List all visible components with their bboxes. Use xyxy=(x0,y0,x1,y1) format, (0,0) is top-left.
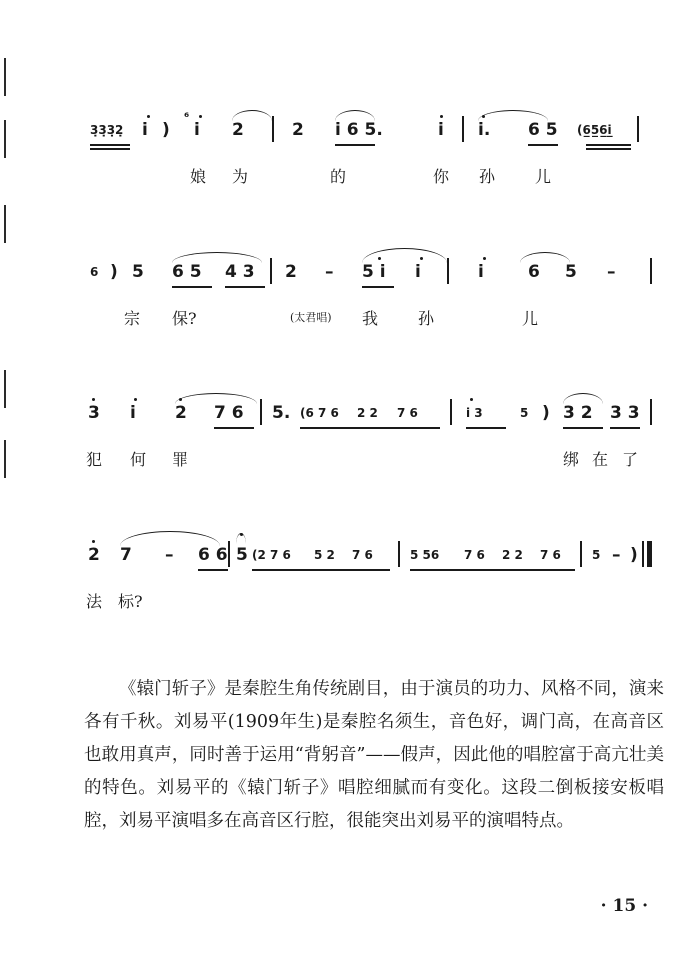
note: i xyxy=(438,120,444,140)
note: 3 xyxy=(88,403,100,423)
lyric: 犯 xyxy=(86,450,103,469)
lyric: 标? xyxy=(118,592,143,611)
octave-dot xyxy=(440,115,443,118)
note: 7 6 xyxy=(464,548,485,562)
lyric: 了 xyxy=(622,450,639,469)
note: i xyxy=(478,262,484,282)
underline xyxy=(586,144,631,146)
underline xyxy=(300,427,440,429)
note: 7 xyxy=(120,545,132,565)
music-system-1 xyxy=(0,110,690,200)
note: i 6 5. xyxy=(335,120,383,140)
note: ) xyxy=(630,545,638,565)
note: 5 2 xyxy=(314,548,335,562)
octave-dot xyxy=(92,540,95,543)
note: 5 xyxy=(592,548,601,562)
note: i. xyxy=(478,120,491,140)
octave-dot xyxy=(420,257,423,260)
slur xyxy=(362,248,447,263)
note: ) xyxy=(162,120,170,140)
lyric: 孙 xyxy=(479,167,496,186)
note: 2 xyxy=(292,120,304,140)
note: 3 2 xyxy=(563,403,593,423)
page-number: · 15 · xyxy=(600,896,648,916)
lyric: 我 xyxy=(362,309,379,328)
lyrics-line xyxy=(0,583,690,613)
octave-dot xyxy=(179,398,182,401)
octave-dot xyxy=(483,257,486,260)
note: i 3 xyxy=(466,406,483,420)
lyric: 罪 xyxy=(172,450,189,469)
underline xyxy=(586,148,631,150)
bar-line xyxy=(260,399,262,425)
lyric: 儿 xyxy=(522,309,539,328)
note: 2 xyxy=(285,262,297,282)
commentary-paragraph: 《辕门斩子》是秦腔生角传统剧目，由于演员的功力、风格不同，演来各有千秋。刘易平(1909年生)是秦腔名须生，音色好，调门高，在高音区也敢用真声，同时善于运用“背躬音”——假声，因此他的唱腔富于高亢壮美的特色。刘易平的《辕门斩子》唱腔细腻而有变化。这段二倒板接安板唱腔，刘易平演唱多在高音区行腔，很能突出刘易平的演唱特点。 xyxy=(84,679,664,831)
bar-line xyxy=(398,541,400,567)
note: (6̲5̲6̲i̲ xyxy=(577,123,612,137)
underline xyxy=(410,569,575,571)
note: 2 xyxy=(175,403,187,423)
bar-line xyxy=(650,399,652,425)
notation-line xyxy=(0,393,690,433)
underline xyxy=(466,427,506,429)
note: 7 6 xyxy=(540,548,561,562)
note: 6 xyxy=(528,262,540,282)
lyric: 你 xyxy=(433,167,450,186)
lyrics-line xyxy=(0,441,690,471)
lyric: 法 xyxy=(86,592,103,611)
note: 7 6 xyxy=(214,403,244,423)
octave-dot xyxy=(470,398,473,401)
note: – xyxy=(607,262,616,282)
slur xyxy=(478,110,548,121)
octave-dot xyxy=(134,398,137,401)
note: 5 xyxy=(520,406,529,420)
commentary-text xyxy=(84,673,664,838)
notation-line xyxy=(0,252,690,292)
note: 6 5 xyxy=(528,120,558,140)
underline xyxy=(172,286,212,288)
slur xyxy=(520,252,570,263)
note: i xyxy=(142,120,148,140)
underline xyxy=(90,144,130,146)
music-system-2 xyxy=(0,252,690,342)
bar-line xyxy=(447,258,449,284)
note: 6 xyxy=(90,265,99,279)
lyric: 在 xyxy=(592,450,609,469)
underline xyxy=(225,286,265,288)
octave-dot xyxy=(482,115,485,118)
note: ) xyxy=(542,403,550,423)
final-bar-line xyxy=(642,541,644,567)
octave-dot xyxy=(378,257,381,260)
notation-line xyxy=(0,110,690,150)
binding-mark xyxy=(4,58,6,96)
underline xyxy=(214,427,254,429)
lyrics-line xyxy=(0,158,690,188)
underline xyxy=(528,144,558,146)
lyric-annotation: (太君唱) xyxy=(290,311,332,324)
note: – xyxy=(325,262,334,282)
note: (6 7 6 xyxy=(300,406,339,420)
underline xyxy=(335,144,375,146)
note: 5 xyxy=(565,262,577,282)
grace-note: ⁶ xyxy=(184,110,190,124)
final-bar-line xyxy=(647,541,652,567)
note: 5 xyxy=(132,262,144,282)
slur xyxy=(175,393,257,404)
note: 5. xyxy=(272,403,291,423)
bar-line xyxy=(270,258,272,284)
lyric: 何 xyxy=(130,450,147,469)
notation-line xyxy=(0,535,690,575)
underline xyxy=(563,427,603,429)
bar-line xyxy=(637,116,639,142)
note: 3 3 xyxy=(610,403,640,423)
lyric: 孙 xyxy=(418,309,435,328)
underline xyxy=(90,148,130,150)
underline xyxy=(198,569,228,571)
underline xyxy=(362,286,394,288)
note: – xyxy=(165,545,174,565)
note: 2 xyxy=(232,120,244,140)
slur xyxy=(120,531,220,546)
note: 7 6 xyxy=(352,548,373,562)
lyric: 儿 xyxy=(535,167,552,186)
octave-dot xyxy=(147,115,150,118)
note: 5 xyxy=(236,545,248,565)
bar-line xyxy=(462,116,464,142)
slur xyxy=(563,393,603,404)
lyric: 绑 xyxy=(563,450,580,469)
lyric: 娘 xyxy=(190,167,207,186)
note: 7 6 xyxy=(397,406,418,420)
note: 2 xyxy=(88,545,100,565)
underline xyxy=(252,569,390,571)
note: 4 3 xyxy=(225,262,255,282)
bar-line xyxy=(650,258,652,284)
slur xyxy=(335,110,375,121)
music-system-3 xyxy=(0,393,690,483)
bar-line xyxy=(450,399,452,425)
bar-line xyxy=(580,541,582,567)
slur xyxy=(232,110,272,121)
lyric: 宗 xyxy=(124,309,141,328)
note: 2 2 xyxy=(502,548,523,562)
note: i xyxy=(130,403,136,423)
slur xyxy=(172,252,262,263)
note: 5 56 xyxy=(410,548,440,562)
note: 6 5 xyxy=(172,262,202,282)
music-system-4 xyxy=(0,535,690,625)
note: i xyxy=(415,262,421,282)
note: ) xyxy=(110,262,118,282)
fermata-dot xyxy=(240,533,243,536)
note: 5 i xyxy=(362,262,386,282)
octave-dot xyxy=(92,398,95,401)
binding-mark xyxy=(4,205,6,243)
note: – xyxy=(612,545,621,565)
bar-line xyxy=(228,541,230,567)
lyric: 的 xyxy=(330,167,347,186)
note: i xyxy=(194,120,200,140)
note: 3̣3̣3̣2̣ xyxy=(90,123,124,137)
note: 6 6 xyxy=(198,545,228,565)
bar-line xyxy=(272,116,274,142)
underline xyxy=(610,427,640,429)
lyric: 保? xyxy=(172,309,197,328)
octave-dot xyxy=(199,115,202,118)
note: (2 7 6 xyxy=(252,548,291,562)
note: 2 2 xyxy=(357,406,378,420)
lyric: 为 xyxy=(232,167,249,186)
lyrics-line xyxy=(0,300,690,330)
